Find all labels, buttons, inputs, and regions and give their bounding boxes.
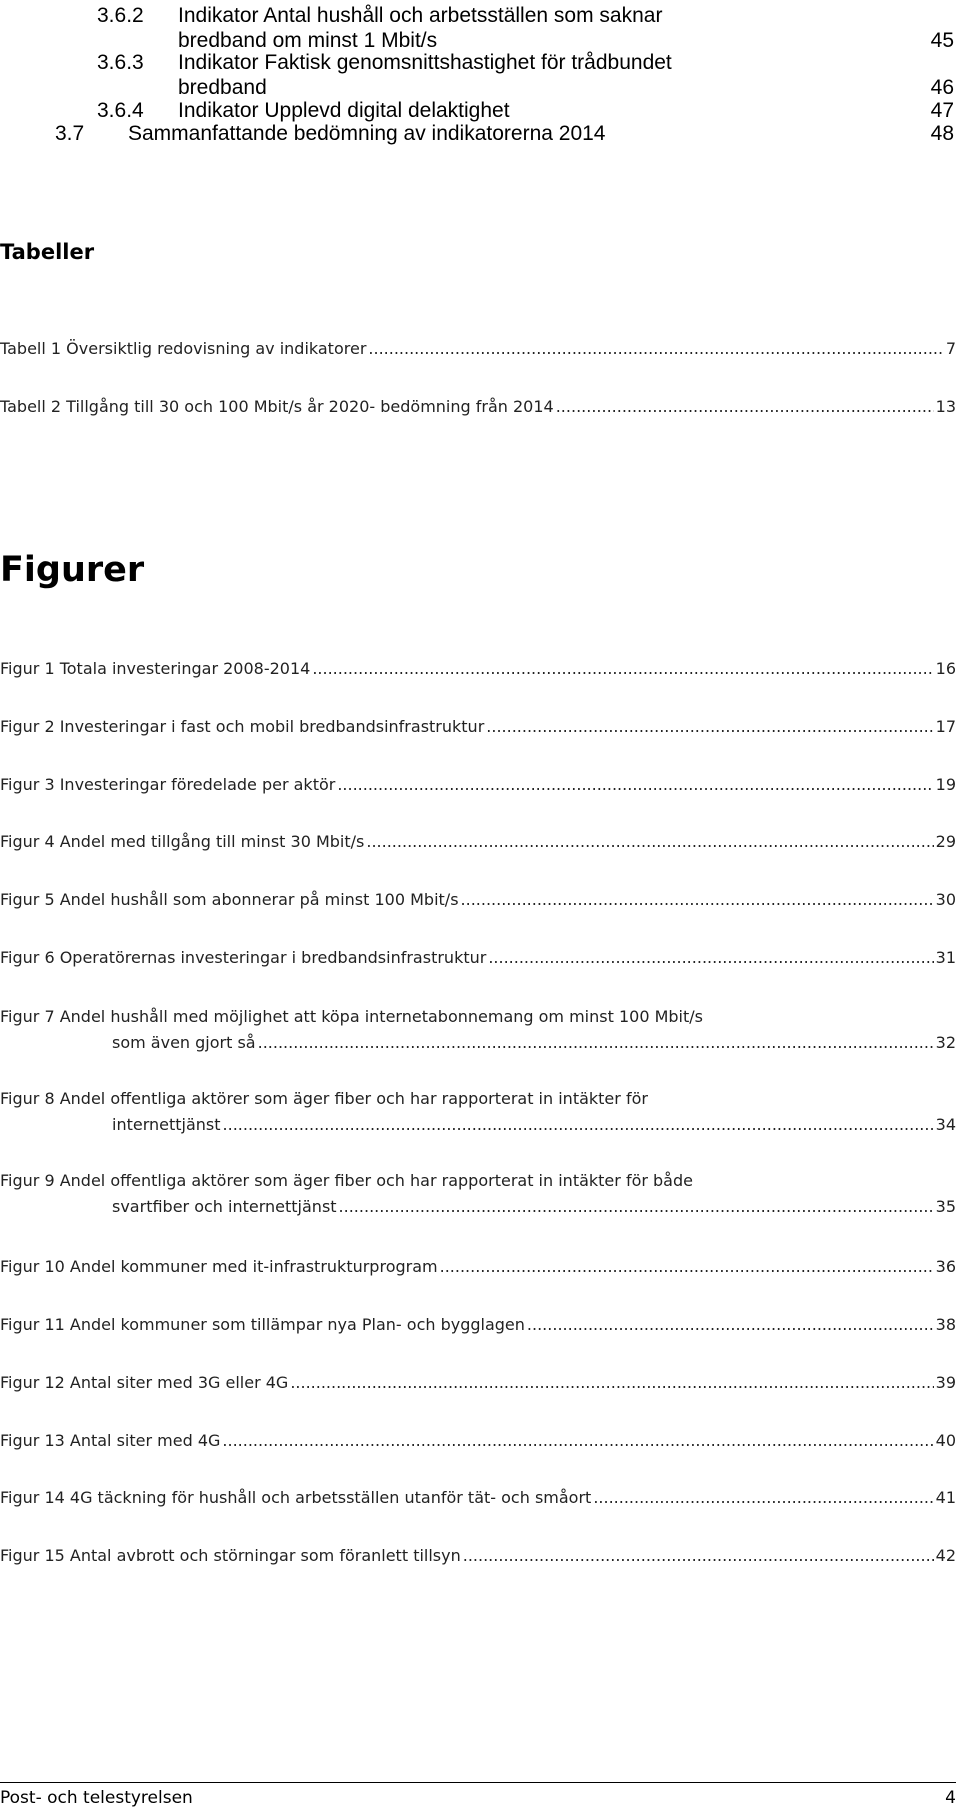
dot-leader	[290, 1370, 933, 1396]
toc-page: 47	[930, 99, 954, 122]
page-number: 4	[945, 1788, 956, 1808]
toc-number: 3.6.2	[97, 4, 144, 27]
toc-entry[interactable]	[0, 121, 960, 147]
entry-label: Figur 1 Totala investeringar 2008-2014	[0, 659, 311, 678]
entry-page: 30	[935, 890, 956, 909]
entry-label: Tabell 2 Tillgång till 30 och 100 Mbit/s år 2020- bedömning från 2014	[0, 397, 554, 416]
table-entry[interactable]	[0, 394, 956, 420]
dot-leader	[337, 772, 933, 798]
footer-publisher: Post- och telestyrelsen	[0, 1788, 193, 1808]
figure-entry[interactable]	[0, 1254, 956, 1280]
figure-entry[interactable]	[0, 945, 956, 971]
entry-label: Figur 14 4G täckning för hushåll och arbetsställen utanför tät- och småort	[0, 1488, 592, 1507]
dot-leader	[312, 656, 933, 682]
dot-leader	[488, 945, 933, 971]
entry-label: Figur 5 Andel hushåll som abonnerar på minst 100 Mbit/s	[0, 890, 459, 909]
toc-page: 48	[930, 122, 954, 145]
dot-leader	[222, 1428, 933, 1454]
dot-leader	[366, 829, 933, 855]
toc-title: Indikator Antal hushåll och arbetsställen som saknar	[178, 4, 663, 27]
tables-heading: Tabeller	[0, 240, 95, 264]
toc-page: 45	[930, 29, 954, 52]
entry-label: Figur 12 Antal siter med 3G eller 4G	[0, 1373, 289, 1392]
entry-label: Figur 3 Investeringar föredelade per aktör	[0, 775, 336, 794]
entry-page: 16	[935, 659, 956, 678]
entry-page: 35	[935, 1197, 956, 1216]
toc-title: bredband	[178, 76, 267, 99]
figure-entry[interactable]	[0, 714, 956, 740]
entry-page: 19	[935, 775, 956, 794]
toc-title: Indikator Upplevd digital delaktighet	[178, 99, 510, 122]
entry-page: 40	[935, 1431, 956, 1450]
entry-page: 36	[935, 1257, 956, 1276]
figure-entry[interactable]	[0, 1428, 956, 1454]
table-entry[interactable]	[0, 336, 956, 362]
entry-page: 42	[935, 1546, 956, 1565]
figure-entry[interactable]	[0, 1543, 956, 1569]
entry-label: Tabell 1 Översiktlig redovisning av indikatorer	[0, 339, 367, 358]
entry-page: 29	[935, 832, 956, 851]
dot-leader	[527, 1312, 934, 1338]
toc-title: Sammanfattande bedömning av indikatorerna 2014	[128, 122, 606, 145]
entry-label: Figur 4 Andel med tillgång till minst 30 Mbit/s	[0, 832, 365, 851]
figure-entry[interactable]	[0, 656, 956, 682]
figure-entry[interactable]	[0, 1312, 956, 1338]
toc-title: bredband om minst 1 Mbit/s	[178, 29, 438, 52]
figure-entry[interactable]	[0, 1086, 956, 1138]
dot-leader	[593, 1485, 933, 1511]
entry-page: 41	[935, 1488, 956, 1507]
figure-entry[interactable]	[0, 1168, 956, 1220]
entry-label: Figur 11 Andel kommuner som tillämpar nya Plan- och bygglagen	[0, 1315, 525, 1334]
entry-page: 17	[935, 717, 956, 736]
toc-entry[interactable]	[0, 50, 960, 76]
footer-rule	[0, 1782, 956, 1783]
entry-page: 32	[935, 1033, 956, 1052]
figure-entry[interactable]	[0, 1485, 956, 1511]
toc-number: 3.6.4	[97, 99, 144, 122]
entry-label-cont: som även gjort så	[112, 1033, 256, 1052]
entry-label: Figur 9 Andel offentliga aktörer som äger fiber och har rapporterat in intäkter för både	[0, 1171, 693, 1190]
toc-number: 3.7	[55, 122, 85, 145]
entry-label-cont: internettjänst	[112, 1115, 221, 1134]
dot-leader	[556, 394, 934, 420]
dot-leader	[463, 1543, 934, 1569]
dot-leader	[461, 887, 934, 913]
toc-title: Indikator Faktisk genomsnittshastighet för trådbundet	[178, 51, 672, 74]
entry-page: 13	[935, 397, 956, 416]
toc-entry[interactable]	[0, 3, 960, 29]
figure-entry[interactable]	[0, 829, 956, 855]
entry-label-cont: svartfiber och internettjänst	[112, 1197, 337, 1216]
figure-entry[interactable]	[0, 1370, 956, 1396]
entry-label: Figur 15 Antal avbrott och störningar som föranlett tillsyn	[0, 1546, 461, 1565]
entry-page: 34	[935, 1115, 956, 1134]
entry-page: 38	[935, 1315, 956, 1334]
entry-label: Figur 2 Investeringar i fast och mobil bredbandsinfrastruktur	[0, 717, 485, 736]
dot-leader	[440, 1254, 934, 1280]
dot-leader	[368, 336, 943, 362]
toc-number: 3.6.3	[97, 51, 144, 74]
entry-label: Figur 6 Operatörernas investeringar i bredbandsinfrastruktur	[0, 948, 487, 967]
entry-label: Figur 8 Andel offentliga aktörer som äger fiber och har rapporterat in intäkter för	[0, 1089, 648, 1108]
figure-entry[interactable]	[0, 887, 956, 913]
toc-page: 46	[930, 76, 954, 99]
figure-entry[interactable]	[0, 1004, 956, 1056]
entry-label: Figur 13 Antal siter med 4G	[0, 1431, 221, 1450]
dot-leader	[486, 714, 933, 740]
figure-entry[interactable]	[0, 772, 956, 798]
entry-page: 39	[935, 1373, 956, 1392]
entry-page: 31	[935, 948, 956, 967]
dot-leader	[258, 1030, 934, 1056]
dot-leader	[223, 1112, 934, 1138]
entry-label: Figur 7 Andel hushåll med möjlighet att köpa internetabonnemang om minst 100 Mbit/s	[0, 1007, 703, 1026]
dot-leader	[339, 1194, 934, 1220]
entry-label: Figur 10 Andel kommuner med it-infrastrukturprogram	[0, 1257, 438, 1276]
figures-heading: Figurer	[0, 550, 145, 590]
entry-page: 7	[945, 339, 956, 358]
